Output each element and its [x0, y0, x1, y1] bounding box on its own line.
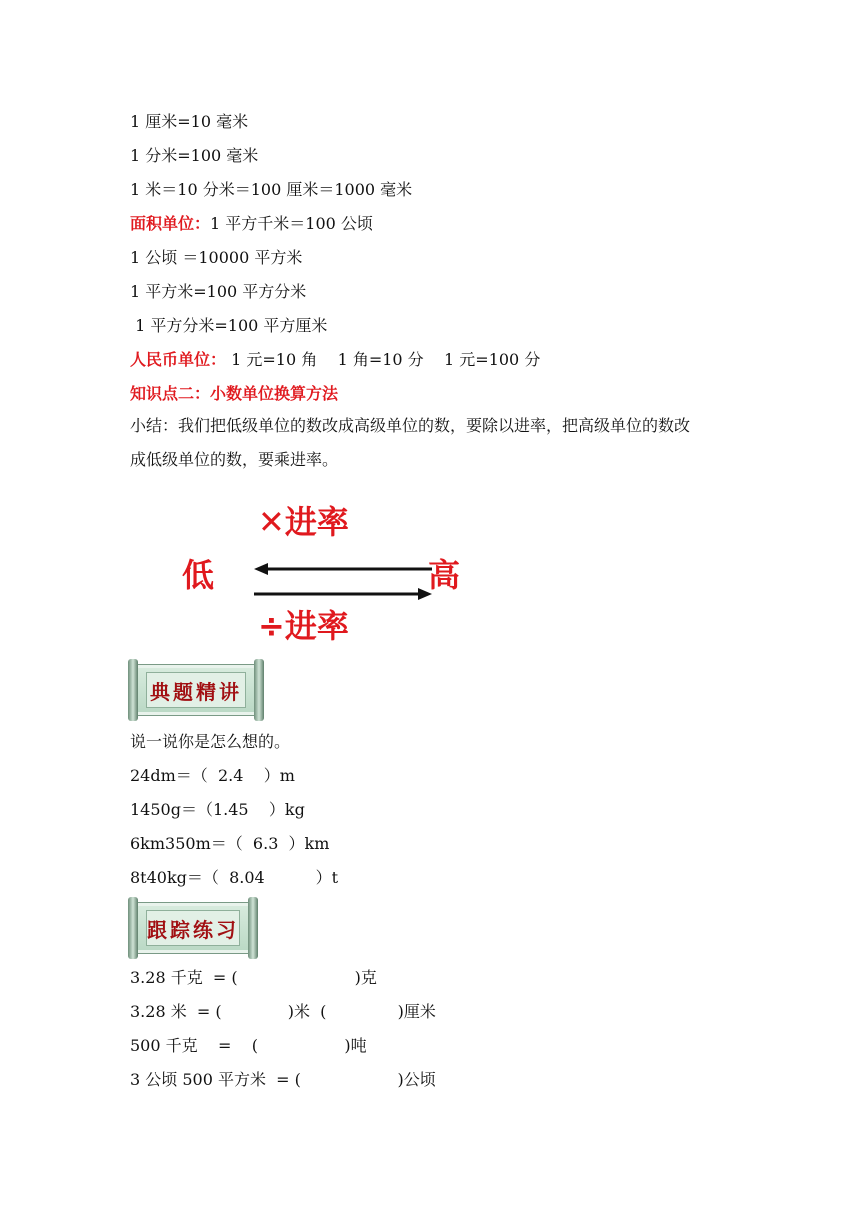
diagram-multiply-label: ✕进率 [258, 503, 349, 541]
summary-line-1: 小结：我们把低级单位的数改成高级单位的数，要除以进率，把高级单位的数改 [130, 416, 691, 435]
area-unit-line: 1 公顷 ＝10000 平方米 [130, 248, 303, 267]
arrow-head-left [254, 563, 268, 575]
scroll-roll-left [128, 659, 138, 721]
diagram-divide-label: ÷进率 [258, 607, 349, 645]
unit-line: 1 厘米=10 毫米 [130, 112, 249, 131]
money-units-line [130, 350, 540, 370]
banner-example-explanation [131, 664, 261, 716]
exercise-line: 3.28 千克 = ( )克 [130, 968, 377, 987]
exercise-line: 500 千克 = ( )吨 [130, 1036, 367, 1055]
example-line: 8t40kg＝（ 8.04 ）t [130, 868, 338, 887]
arrow-head-right [418, 588, 432, 600]
unit-line: 1 分米=100 毫米 [130, 146, 259, 165]
diagram-high-label: 高 [428, 556, 461, 594]
scroll-roll-right [254, 659, 264, 721]
scroll-roll-left [128, 897, 138, 959]
money-units-text: 1 元=10 角 1 角=10 分 1 元=100 分 [226, 350, 541, 369]
area-units-line [130, 214, 373, 234]
examples-intro: 说一说你是怎么想的。 [130, 732, 291, 751]
summary-line-2: 成低级单位的数，要乘进率。 [130, 450, 339, 469]
unit-line: 1 米＝10 分米＝100 厘米＝1000 毫米 [130, 180, 413, 199]
banner-follow-up-practice [131, 902, 255, 954]
area-unit-line: 1 平方分米=100 平方厘米 [130, 316, 328, 335]
knowledge-point-heading: 知识点二：小数单位换算方法 [130, 384, 339, 403]
example-line: 1450g＝（1.45 ）kg [130, 800, 305, 819]
example-line: 24dm＝（ 2.4 ）m [130, 766, 295, 785]
exercise-line: 3 公顷 500 平方米 = ( )公顷 [130, 1070, 436, 1089]
conversion-diagram [170, 490, 490, 650]
money-units-heading: 人民币单位： [130, 350, 227, 369]
banner-label: 典题精讲 [150, 679, 242, 704]
banner-label: 跟踪练习 [147, 917, 239, 942]
example-line: 6km350m＝（ 6.3 ）km [130, 834, 330, 853]
exercise-line: 3.28 米 = ( )米 ( )厘米 [130, 1002, 436, 1021]
diagram-low-label: 低 [182, 556, 215, 594]
area-units-first: 1 平方千米＝100 公顷 [210, 214, 373, 233]
area-units-heading: 面积单位： [130, 214, 211, 233]
area-unit-line: 1 平方米=100 平方分米 [130, 282, 307, 301]
scroll-roll-right [248, 897, 258, 959]
